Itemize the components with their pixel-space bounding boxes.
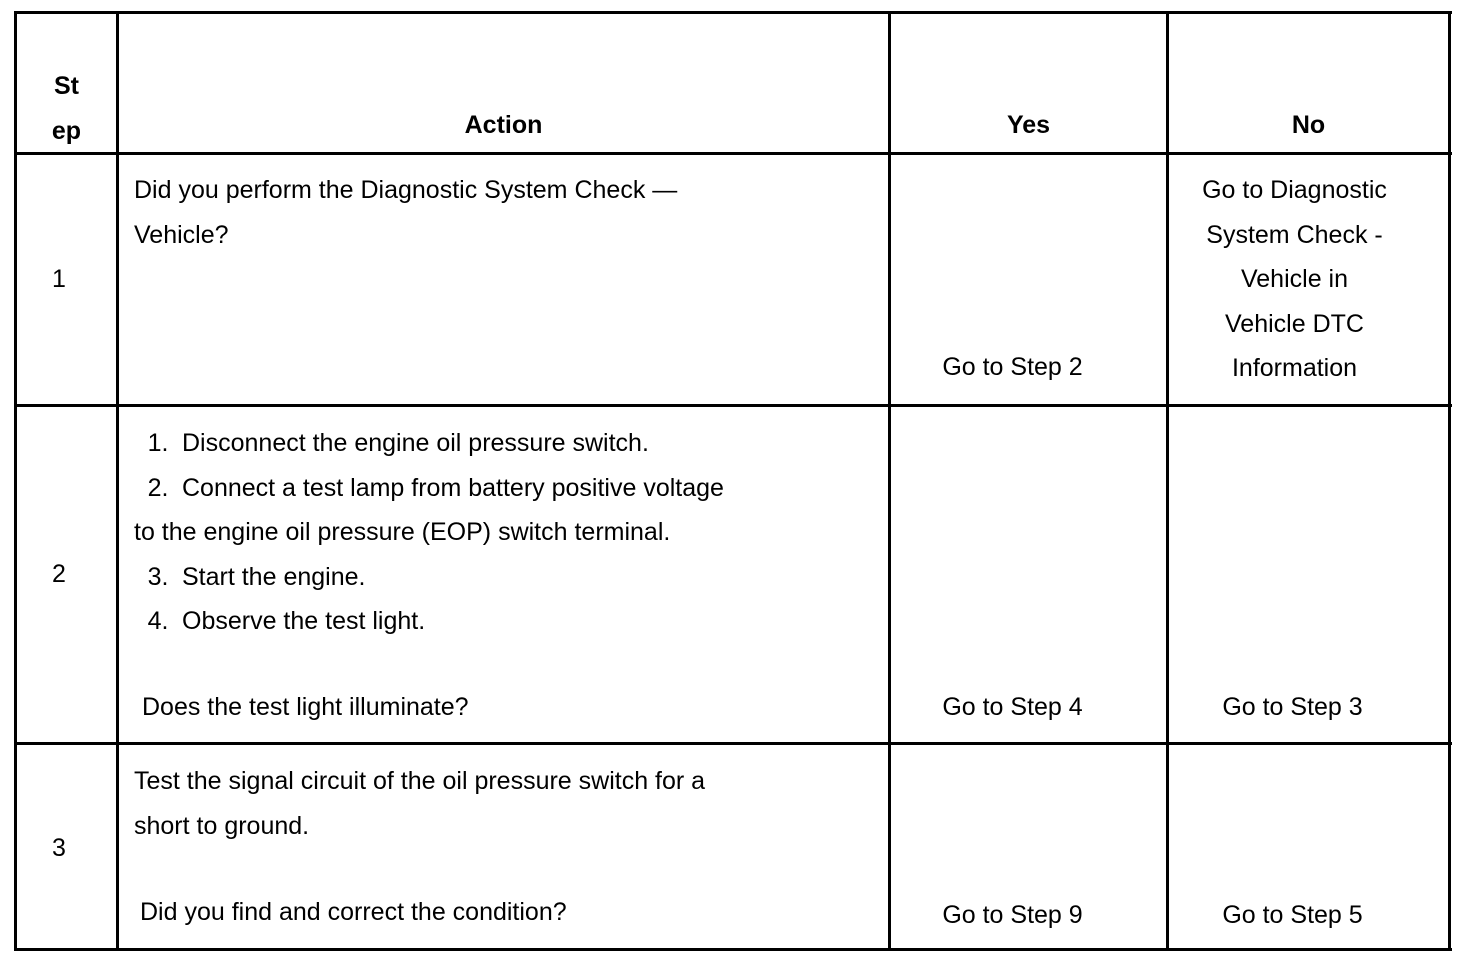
list-item xyxy=(134,599,724,644)
header-step-line2: ep xyxy=(51,116,82,145)
step-number: 3 xyxy=(52,834,66,862)
action-question: Did you find and correct the condition? xyxy=(140,898,567,926)
no-result-line: Go to Diagnostic xyxy=(1202,176,1387,204)
row-divider xyxy=(14,742,1452,745)
list-text: Connect a test lamp from battery positive voltage xyxy=(182,473,724,502)
no-result-line: System Check - xyxy=(1206,220,1383,249)
step-number: 2 xyxy=(52,560,66,588)
action-line: Test the signal circuit of the oil pressure switch for a xyxy=(134,767,706,795)
list-item-continuation: to the engine oil pressure (EOP) switch terminal. xyxy=(134,518,671,546)
table-border-bottom xyxy=(14,948,1452,951)
header-yes: Yes xyxy=(1006,111,1051,139)
action-question: Does the test light illuminate? xyxy=(142,693,469,721)
list-item xyxy=(134,466,724,511)
header-step-line1: St xyxy=(54,72,79,100)
no-result-line: Information xyxy=(1231,354,1358,382)
no-result: Go to Step 3 xyxy=(1222,693,1363,721)
table-border-top xyxy=(14,11,1452,14)
action-text xyxy=(134,168,677,257)
no-result-line: Vehicle DTC xyxy=(1225,309,1364,338)
yes-result: Go to Step 9 xyxy=(942,901,1083,929)
column-divider xyxy=(1166,11,1169,951)
list-text: Observe the test light. xyxy=(182,607,426,635)
row-divider xyxy=(14,404,1452,407)
list-number: 2. xyxy=(147,473,169,502)
header-no: No xyxy=(1291,111,1326,139)
action-line: Did you perform the Diagnostic System Check — xyxy=(134,176,678,204)
action-line: short to ground. xyxy=(134,811,310,840)
list-item xyxy=(134,555,724,600)
list-number: 1. xyxy=(147,429,169,457)
yes-result: Go to Step 4 xyxy=(942,693,1083,721)
table-border-right xyxy=(1448,11,1451,951)
list-item xyxy=(134,421,724,466)
list-number: 4. xyxy=(147,607,169,635)
no-result-line: Vehicle in xyxy=(1240,265,1349,293)
list-number: 3. xyxy=(147,562,169,591)
column-divider xyxy=(888,11,891,951)
header-step xyxy=(17,64,116,153)
header-action: Action xyxy=(464,111,543,139)
column-divider xyxy=(116,11,119,951)
yes-result: Go to Step 2 xyxy=(942,353,1083,381)
action-line: Vehicle? xyxy=(134,220,229,249)
action-text xyxy=(134,759,705,848)
list-text: Disconnect the engine oil pressure switch. xyxy=(182,429,649,457)
action-steps xyxy=(134,421,724,644)
no-result xyxy=(1169,168,1420,391)
header-divider xyxy=(14,152,1452,155)
list-text: Start the engine. xyxy=(182,562,366,591)
no-result: Go to Step 5 xyxy=(1222,901,1363,929)
step-number: 1 xyxy=(52,265,66,293)
